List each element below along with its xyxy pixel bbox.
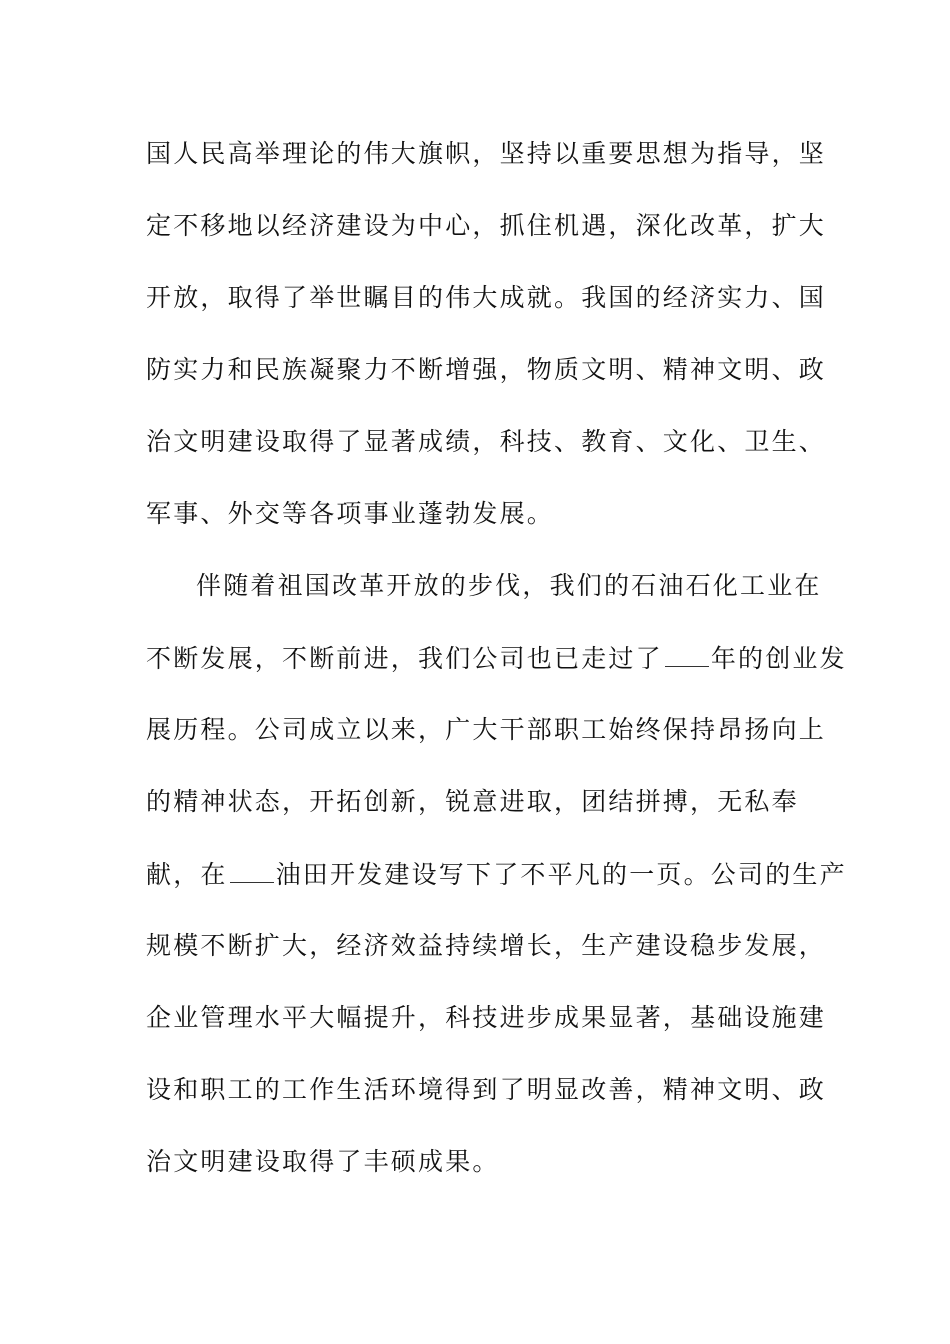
paragraph-2-line-5 [146, 854, 847, 894]
paragraph-2-line-8: 设和职工的工作生活环境得到了明显改善，精神文明、政 [146, 1075, 827, 1104]
paragraph-1-line-5: 治文明建设取得了显著成绩，科技、教育、文化、卫生、 [146, 427, 827, 456]
paragraph-2-line-1: 伴随着祖国改革开放的步伐，我们的石油石化工业在 [196, 571, 822, 600]
paragraph-2-line-2 [146, 638, 847, 678]
paragraph-2-line-2-text-before: 不断发展，不断前进，我们公司也已走过了 [146, 644, 663, 673]
paragraph-1-line-2: 定不移地以经济建设为中心，抓住机遇，深化改革，扩大 [146, 211, 827, 240]
paragraph-1-line-3: 开放，取得了举世瞩目的伟大成就。我国的经济实力、国 [146, 283, 827, 312]
paragraph-2-line-5-text-after: 油田开发建设写下了不平凡的一页。公司的生产 [275, 860, 847, 889]
paragraph-2-line-7: 企业管理水平大幅提升，科技进步成果显著，基础设施建 [146, 1003, 827, 1032]
paragraph-2-line-6: 规模不断扩大，经济效益持续增长，生产建设稳步发展， [146, 931, 827, 960]
paragraph-1-line-6: 军事、外交等各项事业蓬勃发展。 [146, 499, 555, 528]
fill-in-blank [230, 854, 274, 883]
paragraph-2-line-9: 治文明建设取得了丰硕成果。 [146, 1147, 500, 1176]
paragraph-2-line-4: 的精神状态，开拓创新，锐意进取，团结拼搏，无私奉 [146, 787, 799, 816]
paragraph-1-line-1: 国人民高举理论的伟大旗帜，坚持以重要思想为指导，坚 [146, 139, 827, 168]
paragraph-2-line-3: 展历程。公司成立以来，广大干部职工始终保持昂扬向上 [146, 715, 827, 744]
paragraph-1-line-4: 防实力和民族凝聚力不断增强，物质文明、精神文明、政 [146, 355, 827, 384]
paragraph-2-line-5-text-before: 献，在 [146, 860, 228, 889]
paragraph-2-line-2-text-after: 年的创业发 [710, 644, 847, 673]
fill-in-blank [665, 638, 709, 667]
